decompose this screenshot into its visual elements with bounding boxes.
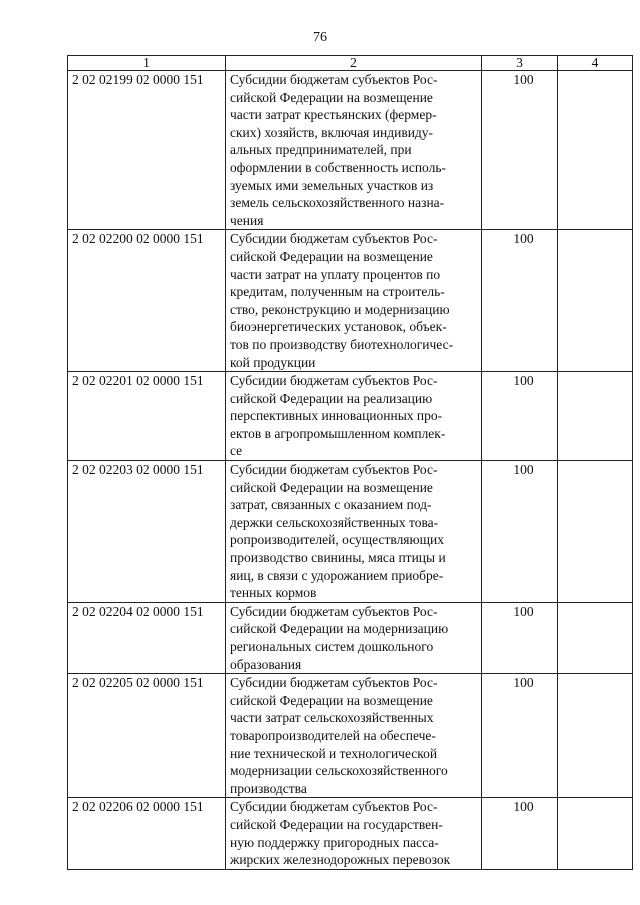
header-col-2: 2	[226, 56, 482, 71]
description-line: жирских железнодорожных перевозок	[230, 852, 451, 868]
budget-code: 2 02 02199 02 0000 151	[68, 71, 226, 230]
value-col-3	[482, 674, 558, 798]
description-line: ную поддержку пригородных пасса-	[230, 834, 439, 850]
description-line: Субсидии бюджетам субъектов Рос-	[230, 72, 438, 87]
value-col-4	[558, 230, 633, 372]
budget-code: 2 02 02203 02 0000 151	[68, 461, 226, 603]
value-col-3-text: 100	[513, 373, 534, 389]
description-line: части затрат сельскохозяйственных	[230, 710, 434, 726]
value-col-4	[558, 372, 633, 461]
description-line: сийской Федерации на возмещение	[230, 692, 433, 708]
table-row	[68, 602, 633, 673]
description-line: зуемых ими земельных участков из	[230, 177, 434, 193]
value-col-4	[558, 461, 633, 603]
header-col-4: 4	[558, 56, 633, 71]
description-line: производства	[230, 780, 307, 796]
description-line: ство, реконструкцию и модернизацию	[230, 301, 450, 317]
description-line: части затрат крестьянских (фермер-	[230, 107, 437, 123]
value-col-3-text: 100	[513, 675, 534, 691]
value-col-4	[558, 602, 633, 673]
description-line: Субсидии бюджетам субъектов Рос-	[230, 675, 438, 691]
description-line: тов по производству биотехнологичес-	[230, 336, 454, 352]
description-line: Субсидии бюджетам субъектов Рос-	[230, 462, 438, 478]
value-col-3	[482, 798, 558, 869]
description-line: ектов в агропромышленном комплек-	[230, 425, 446, 441]
header-col-1: 1	[68, 56, 226, 71]
header-col-3: 3	[482, 56, 558, 71]
description-line: затрат, связанных с оказанием под-	[230, 497, 432, 513]
value-col-3-text: 100	[513, 231, 534, 247]
value-col-3-text: 100	[513, 799, 534, 815]
description-line: сийской Федерации на модернизацию	[230, 621, 449, 637]
value-col-3	[482, 230, 558, 372]
description-line: модернизации сельскохозяйственного	[230, 763, 448, 779]
description-line: сийской Федерации на возмещение	[230, 89, 433, 105]
table-row	[68, 461, 633, 603]
description-line: биоэнергетических установок, объек-	[230, 319, 447, 335]
value-col-3	[482, 372, 558, 461]
revenue-description	[226, 461, 482, 603]
value-col-4	[558, 71, 633, 230]
value-col-3-text: 100	[513, 603, 534, 619]
description-line: кредитам, полученным на строитель-	[230, 284, 445, 300]
description-line: производство свинины, мяса птицы и	[230, 550, 446, 566]
description-line: тенных кормов	[230, 585, 317, 601]
description-line: земель сельскохозяйственного назна-	[230, 195, 445, 211]
description-line: части затрат на уплату процентов по	[230, 266, 441, 282]
revenue-description	[226, 674, 482, 798]
value-col-3	[482, 461, 558, 603]
description-line: сийской Федерации на возмещение	[230, 479, 433, 495]
value-col-3	[482, 71, 558, 230]
revenue-description	[226, 71, 482, 230]
description-line: сийской Федерации на государствен-	[230, 816, 443, 832]
description-line: чения	[230, 212, 264, 228]
description-line: сийской Федерации на возмещение	[230, 248, 433, 264]
revenue-description	[226, 230, 482, 372]
table-row	[68, 798, 633, 869]
description-line: се	[230, 443, 243, 459]
description-line: держки сельскохозяйственных това-	[230, 514, 439, 530]
description-line: Субсидии бюджетам субъектов Рос-	[230, 603, 438, 619]
description-line: ропроизводителей, осуществляющих	[230, 532, 444, 548]
table-header-row	[68, 56, 633, 71]
description-line: Субсидии бюджетам субъектов Рос-	[230, 231, 438, 247]
budget-code: 2 02 02205 02 0000 151	[68, 674, 226, 798]
description-line: сийской Федерации на реализацию	[230, 390, 433, 406]
value-col-3-text: 100	[513, 72, 534, 87]
description-line: ние технической и технологической	[230, 745, 438, 761]
description-line: Субсидии бюджетам субъектов Рос-	[230, 373, 438, 389]
description-line: Субсидии бюджетам субъектов Рос-	[230, 799, 438, 815]
page-number: 76	[313, 30, 327, 45]
table-row	[68, 674, 633, 798]
revenue-description	[226, 798, 482, 869]
description-line: яиц, в связи с удорожанием приобре-	[230, 567, 444, 583]
revenue-description	[226, 372, 482, 461]
budget-code: 2 02 02201 02 0000 151	[68, 372, 226, 461]
table-row	[68, 71, 633, 230]
budget-code: 2 02 02200 02 0000 151	[68, 230, 226, 372]
description-line: оформлении в собственность исполь-	[230, 159, 447, 175]
description-line: образования	[230, 656, 302, 672]
table-row	[68, 372, 633, 461]
description-line: альных предпринимателей, при	[230, 142, 412, 158]
revenue-table	[67, 55, 633, 870]
table-row	[68, 230, 633, 372]
revenue-description	[226, 602, 482, 673]
description-line: товаропроизводителей на обеспече-	[230, 727, 436, 743]
budget-code: 2 02 02206 02 0000 151	[68, 798, 226, 869]
description-line: перспективных инновационных про-	[230, 408, 443, 424]
value-col-4	[558, 674, 633, 798]
value-col-3	[482, 602, 558, 673]
description-line: региональных систем дошкольного	[230, 639, 434, 654]
description-line: кой продукции	[230, 354, 316, 370]
description-line: ских) хозяйств, включая индивиду-	[230, 124, 434, 140]
value-col-3-text: 100	[513, 462, 534, 478]
value-col-4	[558, 798, 633, 869]
budget-code: 2 02 02204 02 0000 151	[68, 602, 226, 673]
